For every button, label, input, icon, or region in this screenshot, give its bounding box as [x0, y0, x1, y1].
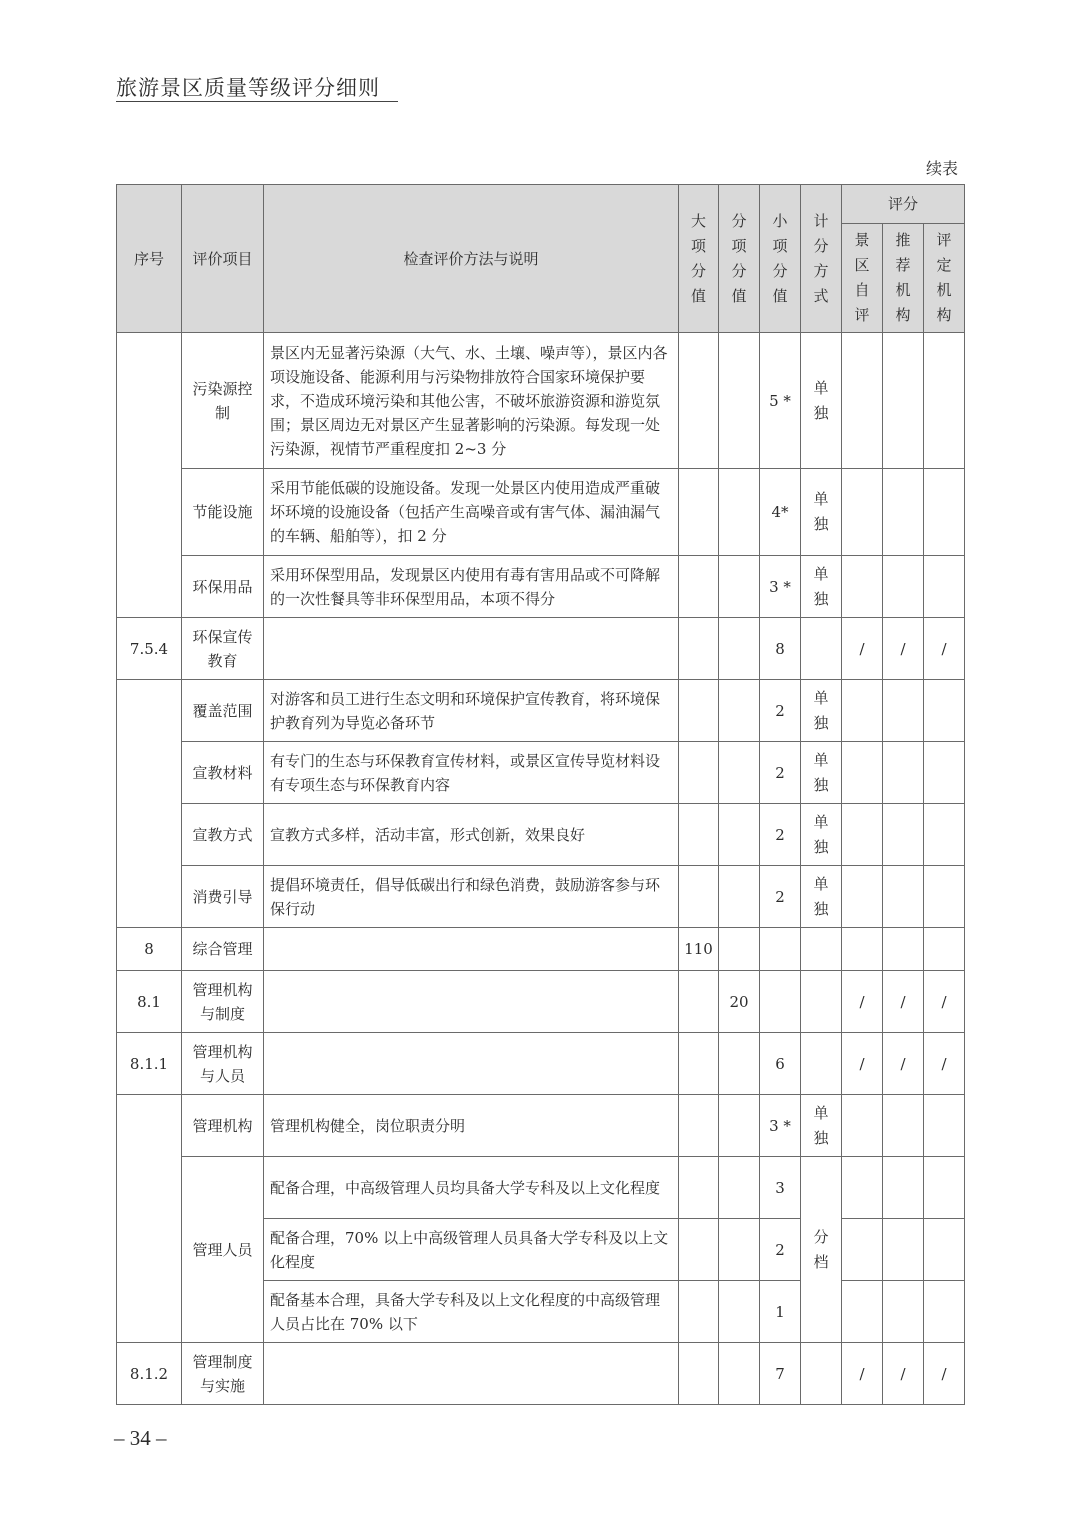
col-header-sub [719, 185, 760, 333]
rating-cell [924, 1219, 965, 1281]
item-cell: 环保宣传教育 [182, 618, 264, 680]
col-header-minor [760, 185, 801, 333]
table-row [117, 971, 965, 1033]
seq-cell-empty [117, 680, 182, 928]
recommend-cell: / [883, 1033, 924, 1095]
col-header-rating-text: 评定机构 [936, 231, 952, 324]
sub-cell [719, 742, 760, 804]
item-cell: 管理机构 [182, 1095, 264, 1157]
seq-cell: 8.1 [117, 971, 182, 1033]
sub-cell [719, 1281, 760, 1343]
major-cell [679, 1343, 719, 1405]
item-cell: 管理制度与实施 [182, 1343, 264, 1405]
sub-cell [719, 1033, 760, 1095]
seq-cell-empty [117, 1095, 182, 1343]
rating-cell: / [924, 1343, 965, 1405]
col-header-minor-text: 小项分值 [772, 211, 788, 305]
item-cell: 管理机构与人员 [182, 1033, 264, 1095]
rating-cell [924, 742, 965, 804]
desc-cell: 宣教方式多样，活动丰富，形式创新，效果良好 [264, 804, 679, 866]
major-cell [679, 680, 719, 742]
self-cell [842, 1281, 883, 1343]
type-cell [801, 333, 842, 469]
type-cell [801, 680, 842, 742]
rating-cell [924, 866, 965, 928]
type-cell [801, 928, 842, 971]
table-row [117, 618, 965, 680]
table-row [117, 804, 965, 866]
recommend-cell [883, 469, 924, 556]
minor-cell: 2 [760, 866, 801, 928]
item-cell: 宣教方式 [182, 804, 264, 866]
minor-cell: 5 * [760, 333, 801, 469]
type-cell [801, 971, 842, 1033]
self-cell: / [842, 971, 883, 1033]
col-header-major [679, 185, 719, 333]
desc-cell: 配备合理，70% 以上中高级管理人员具备大学专科及以上文化程度 [264, 1219, 679, 1281]
rating-cell [924, 928, 965, 971]
recommend-cell: / [883, 1343, 924, 1405]
item-cell: 消费引导 [182, 866, 264, 928]
type-cell [801, 866, 842, 928]
type-cell [801, 618, 842, 680]
type-cell [801, 469, 842, 556]
minor-cell: 3 [760, 1157, 801, 1219]
table-row [117, 1095, 965, 1157]
major-cell [679, 556, 719, 618]
desc-cell [264, 1343, 679, 1405]
major-cell [679, 1033, 719, 1095]
recommend-cell [883, 1095, 924, 1157]
major-cell: 110 [679, 928, 719, 971]
sub-cell [719, 618, 760, 680]
col-header-item: 评价项目 [182, 185, 264, 333]
page-header-title: 旅游景区质量等级评分细则 [116, 76, 380, 100]
major-cell [679, 866, 719, 928]
desc-cell: 对游客和员工进行生态文明和环境保护宣传教育，将环境保护教育列为导览必备环节 [264, 680, 679, 742]
major-cell [679, 742, 719, 804]
sub-cell [719, 866, 760, 928]
major-cell [679, 1281, 719, 1343]
recommend-cell [883, 333, 924, 469]
rating-cell: / [924, 971, 965, 1033]
col-header-self-text: 景区自评 [854, 231, 870, 324]
sub-cell [719, 469, 760, 556]
sub-cell [719, 1095, 760, 1157]
rating-cell [924, 680, 965, 742]
desc-cell: 采用节能低碳的设施设备。发现一处景区内使用造成严重破坏环境的设施设备（包括产生高噪音或有害气体、漏油漏气的车辆、船舶等），扣 2 分 [264, 469, 679, 556]
sub-cell [719, 556, 760, 618]
self-cell: / [842, 1343, 883, 1405]
sub-cell [719, 1343, 760, 1405]
seq-cell: 8.1.1 [117, 1033, 182, 1095]
col-header-method-type [801, 185, 842, 333]
continued-label: 续表 [925, 159, 958, 178]
minor-cell: 1 [760, 1281, 801, 1343]
recommend-cell [883, 866, 924, 928]
self-cell [842, 1157, 883, 1219]
type-text: 单独 [813, 378, 829, 422]
col-header-recommend [883, 224, 924, 333]
rating-cell [924, 333, 965, 469]
table-row [117, 1157, 965, 1219]
item-cell: 综合管理 [182, 928, 264, 971]
type-text: 分档 [813, 1227, 829, 1271]
self-cell [842, 333, 883, 469]
col-header-seq: 序号 [117, 185, 182, 333]
rating-cell [924, 556, 965, 618]
desc-cell [264, 971, 679, 1033]
page-number: – 34 – [114, 1426, 167, 1450]
table-row [117, 866, 965, 928]
recommend-cell: / [883, 618, 924, 680]
major-cell [679, 804, 719, 866]
col-header-sub-text: 分项分值 [731, 211, 747, 305]
col-header-score: 评分 [842, 185, 965, 224]
item-cell: 节能设施 [182, 469, 264, 556]
recommend-cell: / [883, 971, 924, 1033]
recommend-cell [883, 556, 924, 618]
self-cell [842, 556, 883, 618]
desc-cell [264, 928, 679, 971]
seq-cell-empty [117, 333, 182, 618]
minor-cell: 3 * [760, 556, 801, 618]
type-text: 单独 [813, 750, 829, 794]
header-rule [116, 101, 398, 102]
self-cell [842, 866, 883, 928]
table-row [117, 333, 965, 469]
table-row [117, 680, 965, 742]
minor-cell [760, 971, 801, 1033]
self-cell [842, 804, 883, 866]
recommend-cell [883, 804, 924, 866]
rating-cell [924, 1095, 965, 1157]
seq-cell: 8 [117, 928, 182, 971]
col-header-method-type-text: 计分方式 [813, 211, 829, 305]
rating-cell [924, 804, 965, 866]
desc-cell: 配备合理，中高级管理人员均具备大学专科及以上文化程度 [264, 1157, 679, 1219]
type-text: 单独 [813, 688, 829, 732]
table-row [117, 469, 965, 556]
item-cell: 宣教材料 [182, 742, 264, 804]
self-cell [842, 680, 883, 742]
col-header-rating [924, 224, 965, 333]
sub-cell [719, 680, 760, 742]
minor-cell: 7 [760, 1343, 801, 1405]
rating-cell [924, 1281, 965, 1343]
item-cell: 环保用品 [182, 556, 264, 618]
table-row [117, 556, 965, 618]
rating-cell [924, 1157, 965, 1219]
minor-cell: 2 [760, 680, 801, 742]
type-cell [801, 804, 842, 866]
type-text: 单独 [813, 812, 829, 856]
self-cell [842, 928, 883, 971]
major-cell [679, 1157, 719, 1219]
sub-cell [719, 804, 760, 866]
minor-cell: 8 [760, 618, 801, 680]
desc-cell: 提倡环境责任，倡导低碳出行和绿色消费，鼓励游客参与环保行动 [264, 866, 679, 928]
type-text: 单独 [813, 564, 829, 608]
desc-cell: 景区内无显著污染源（大气、水、土壤、噪声等），景区内各项设施设备、能源利用与污染物排放符合国家环境保护要求，不造成环境污染和其他公害，不破坏旅游资源和游览氛围；景区周边无对景区产生显著影响的污染源。每发现一处污染源，视情节严重程度扣 2~3 分 [264, 333, 679, 469]
type-cell [801, 742, 842, 804]
col-header-major-text: 大项分值 [690, 211, 706, 305]
sub-cell: 20 [719, 971, 760, 1033]
self-cell: / [842, 618, 883, 680]
desc-cell: 采用环保型用品，发现景区内使用有毒有害用品或不可降解的一次性餐具等非环保型用品，本项不得分 [264, 556, 679, 618]
self-cell [842, 469, 883, 556]
sub-cell [719, 333, 760, 469]
type-text: 单独 [813, 1103, 829, 1147]
major-cell [679, 1219, 719, 1281]
seq-cell: 7.5.4 [117, 618, 182, 680]
sub-cell [719, 1157, 760, 1219]
type-cell [801, 1033, 842, 1095]
self-cell [842, 1219, 883, 1281]
recommend-cell [883, 1157, 924, 1219]
table-row [117, 742, 965, 804]
col-header-self [842, 224, 883, 333]
minor-cell: 2 [760, 742, 801, 804]
table-row [117, 1033, 965, 1095]
type-text: 单独 [813, 490, 829, 533]
minor-cell: 2 [760, 804, 801, 866]
self-cell: / [842, 1033, 883, 1095]
table-row [117, 928, 965, 971]
major-cell [679, 333, 719, 469]
minor-cell: 3 * [760, 1095, 801, 1157]
minor-cell: 2 [760, 1219, 801, 1281]
minor-cell [760, 928, 801, 971]
major-cell [679, 1095, 719, 1157]
item-cell: 污染源控制 [182, 333, 264, 469]
item-cell: 覆盖范围 [182, 680, 264, 742]
desc-cell [264, 618, 679, 680]
sub-cell [719, 928, 760, 971]
seq-cell: 8.1.2 [117, 1343, 182, 1405]
rating-cell [924, 469, 965, 556]
major-cell [679, 469, 719, 556]
major-cell [679, 971, 719, 1033]
recommend-cell [883, 928, 924, 971]
type-cell [801, 1343, 842, 1405]
recommend-cell [883, 680, 924, 742]
table-row [117, 1343, 965, 1405]
item-cell: 管理人员 [182, 1157, 264, 1343]
desc-cell: 配备基本合理，具备大学专科及以上文化程度的中高级管理人员占比在 70% 以下 [264, 1281, 679, 1343]
desc-cell: 管理机构健全，岗位职责分明 [264, 1095, 679, 1157]
rating-cell: / [924, 618, 965, 680]
major-cell [679, 618, 719, 680]
item-cell: 管理机构与制度 [182, 971, 264, 1033]
self-cell [842, 742, 883, 804]
type-cell [801, 556, 842, 618]
col-header-recommend-text: 推荐机构 [895, 231, 911, 324]
self-cell [842, 1095, 883, 1157]
recommend-cell [883, 1281, 924, 1343]
minor-cell: 4* [760, 469, 801, 556]
col-header-method: 检查评价方法与说明 [264, 185, 679, 333]
minor-cell: 6 [760, 1033, 801, 1095]
type-text: 单独 [813, 874, 829, 918]
type-cell [801, 1095, 842, 1157]
rating-cell: / [924, 1033, 965, 1095]
sub-cell [719, 1219, 760, 1281]
desc-cell: 有专门的生态与环保教育宣传材料，或景区宣传导览材料设有专项生态与环保教育内容 [264, 742, 679, 804]
recommend-cell [883, 1219, 924, 1281]
recommend-cell [883, 742, 924, 804]
type-cell [801, 1157, 842, 1343]
scoring-table [116, 184, 965, 1405]
desc-cell [264, 1033, 679, 1095]
